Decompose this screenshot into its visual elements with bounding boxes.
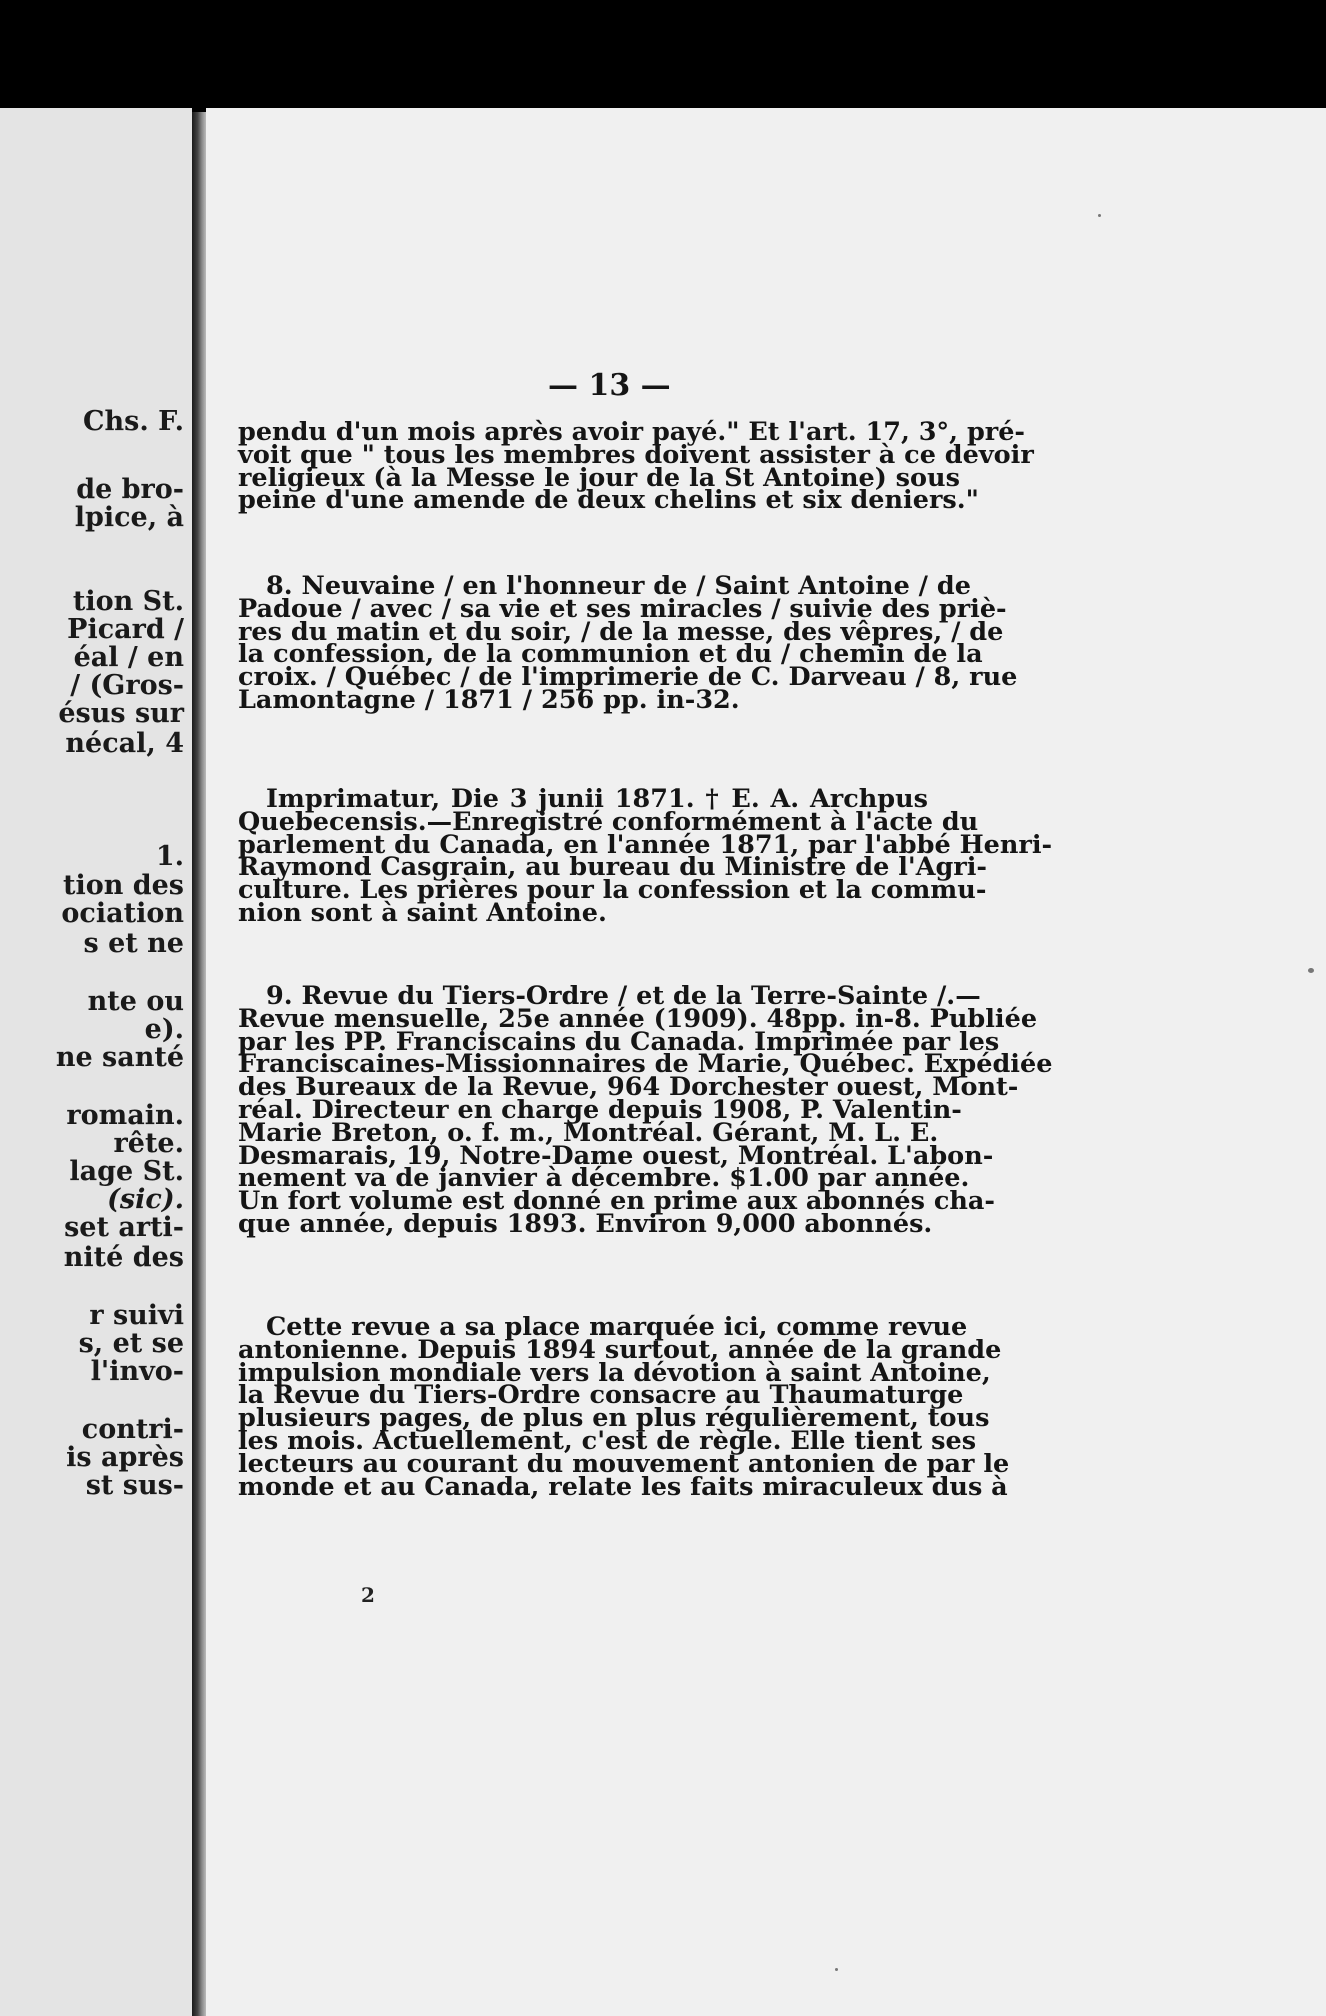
text-line: Revue du Tiers-Ordre / et de la Terre-Sainte /.—: [301, 981, 981, 1011]
text-line: Raymond Casgrain, au bureau du Ministre de l'Agri-: [238, 852, 988, 883]
left-fragment: éal / en: [73, 642, 184, 673]
left-fragment: lage St.: [69, 1156, 184, 1187]
page-number: — 13 —: [548, 368, 671, 403]
left-fragment: tion des: [62, 870, 184, 901]
left-fragment: ésus sur: [58, 698, 184, 729]
left-fragment: e).: [144, 1014, 184, 1045]
book-gutter: [192, 112, 206, 2016]
text-line: culture. Les prières pour la confession et la commu-: [238, 875, 987, 906]
left-fragment: s, et se: [78, 1328, 184, 1359]
entry-8: [238, 571, 1018, 715]
signature-mark: 2: [361, 1583, 375, 1607]
text-line: voit que " tous les membres doivent assister à ce devoir: [238, 439, 1034, 470]
text-line: religieux (à la Messe le jour de la St Antoine) sous: [238, 462, 960, 493]
left-fragment: contri-: [81, 1414, 184, 1445]
left-fragment: r suivi: [89, 1300, 184, 1331]
left-fragment: Chs. F.: [83, 406, 184, 437]
left-fragment: romain.: [66, 1100, 184, 1131]
left-fragment: (sic).: [107, 1184, 184, 1215]
left-fragment: set arti-: [64, 1212, 184, 1243]
text-line: réal. Directeur en charge depuis 1908, P. Valentin-: [238, 1094, 962, 1125]
text-line: Franciscaines-Missionnaires de Marie, Québec. Expédiée: [238, 1049, 1053, 1080]
text-line: Lamontagne / 1871 / 256 pp. in-32.: [238, 684, 740, 715]
left-fragment: ne santé: [55, 1042, 184, 1073]
text-line: Quebecensis.—Enregistré conformément à l'acte du: [238, 806, 979, 837]
entry-number: 9.: [266, 981, 293, 1011]
left-fragment: de bro-: [76, 474, 184, 505]
left-fragment: rête.: [113, 1128, 184, 1159]
left-fragment: Picard /: [67, 614, 184, 645]
continuation-paragraph: [238, 417, 1034, 516]
text-line: peine d'une amende de deux chelins et six deniers.": [238, 485, 979, 516]
text-line: Imprimatur, Die 3 junii 1871. † E. A. Archpus: [266, 784, 928, 814]
left-page: [0, 108, 192, 2016]
left-fragment: 1.: [155, 841, 184, 872]
text-line: nement va de janvier à décembre. $1.00 par année.: [238, 1163, 970, 1194]
left-fragment: nte ou: [87, 986, 184, 1017]
text-line: pendu d'un mois après avoir payé." Et l'art. 17, 3°, pré-: [238, 417, 1026, 447]
text-line: les mois. Actuellement, c'est de règle. Elle tient ses: [238, 1425, 977, 1456]
entry-9: [238, 981, 1053, 1239]
left-fragment: l'invo-: [90, 1356, 184, 1387]
text-line: monde et au Canada, relate les faits miraculeux dus à: [238, 1471, 1008, 1502]
text-line: des Bureaux de la Revue, 964 Dorchester ouest, Mont-: [238, 1072, 1019, 1103]
text-line: Cette revue a sa place marquée ici, comme revue: [266, 1312, 968, 1342]
text-line: parlement du Canada, en l'année 1871, par l'abbé Henri-: [238, 829, 1053, 860]
scan-speck: [1098, 214, 1101, 217]
text-line: croix. / Québec / de l'imprimerie de C. Darveau / 8, rue: [238, 662, 1018, 693]
entry-9-note: [238, 1312, 1010, 1502]
text-line: impulsion mondiale vers la dévotion à saint Antoine,: [238, 1357, 991, 1388]
text-line: nion sont à saint Antoine.: [238, 897, 607, 928]
text-line: que année, depuis 1893. Environ 9,000 abonnés.: [238, 1208, 933, 1239]
left-fragment: st sus-: [85, 1470, 184, 1501]
left-fragment: tion St.: [72, 586, 184, 617]
left-fragment: lpice, à: [74, 502, 184, 533]
entry-number: 8.: [266, 571, 293, 601]
text-line: antonienne. Depuis 1894 surtout, année de la grande: [238, 1334, 1002, 1365]
text-line: Padoue / avec / sa vie et ses miracles / suivie des priè-: [238, 593, 1007, 624]
text-line: la confession, de la communion et du / chemin de la: [238, 639, 983, 670]
text-line: plusieurs pages, de plus en plus régulièrement, tous: [238, 1403, 990, 1434]
text-line: Marie Breton, o. f. m., Montréal. Gérant, M. L. E.: [238, 1117, 939, 1148]
left-fragment: nécal, 4: [65, 728, 184, 759]
text-line: par les PP. Franciscains du Canada. Imprimée par les: [238, 1026, 1000, 1057]
text-line: Un fort volume est donné en prime aux abonnés cha-: [238, 1186, 996, 1217]
text-line: Revue mensuelle, 25e année (1909). 48pp. in-8. Publiée: [238, 1003, 1038, 1034]
left-fragment: s et ne: [83, 928, 184, 959]
text-line: la Revue du Tiers-Ordre consacre au Thaumaturge: [238, 1380, 964, 1411]
left-fragment: ociation: [61, 898, 184, 929]
scan-speck: [1308, 968, 1314, 973]
text-line: Desmarais, 19, Notre-Dame ouest, Montréal. L'abon-: [238, 1140, 994, 1171]
text-line: Neuvaine / en l'honneur de / Saint Antoine / de: [301, 571, 971, 601]
left-fragment: nité des: [63, 1242, 184, 1273]
scan-speck: [835, 1968, 838, 1971]
left-fragment: / (Gros-: [70, 670, 184, 701]
entry-8-note: [238, 784, 1053, 928]
left-fragment: is après: [66, 1442, 184, 1473]
text-line: res du matin et du soir, / de la messe, des vêpres, / de: [238, 616, 1004, 647]
text-line: lecteurs au courant du mouvement antonien de par le: [238, 1448, 1010, 1479]
